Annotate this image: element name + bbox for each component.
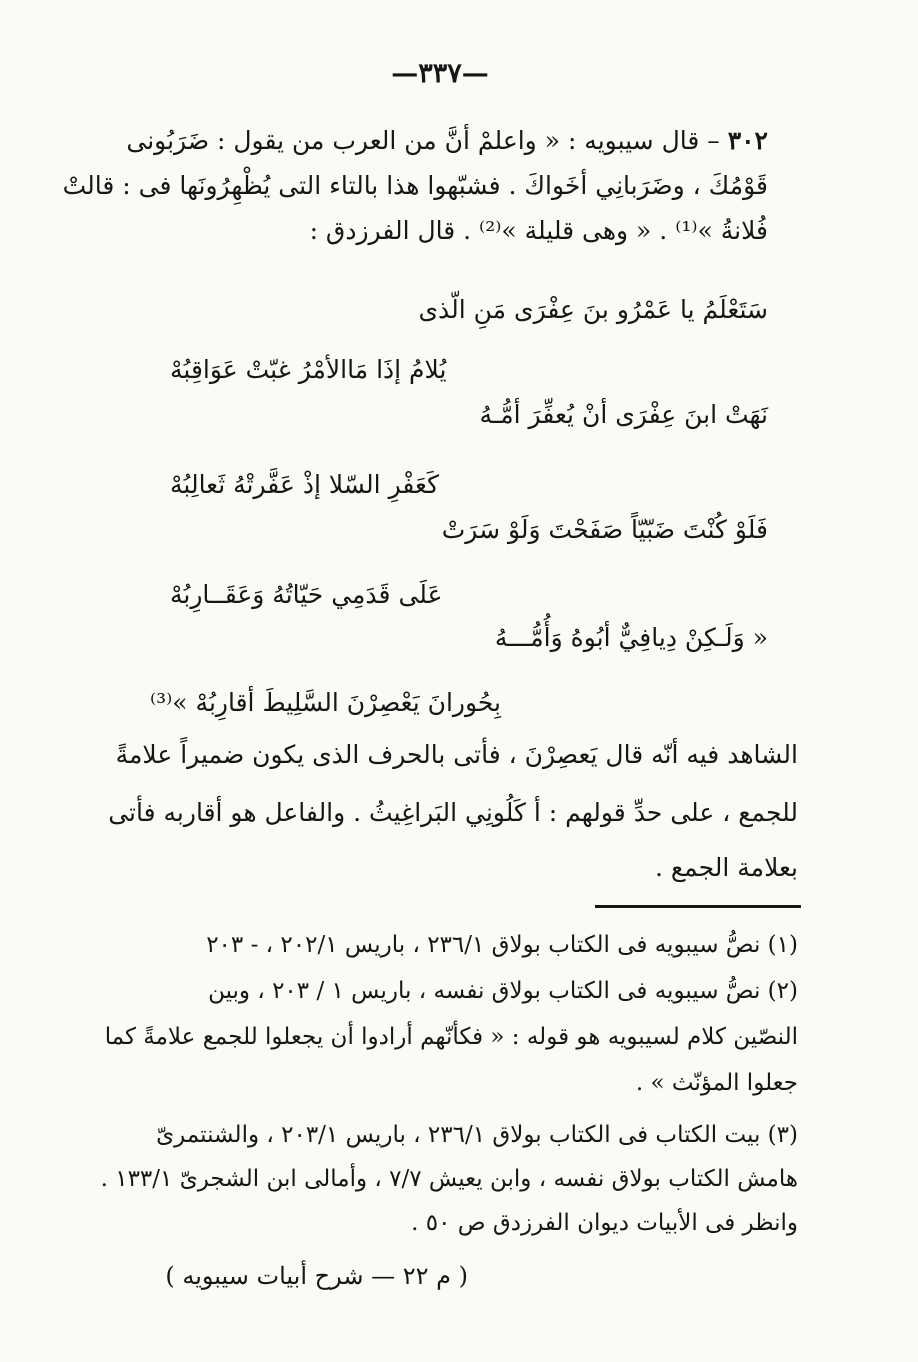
verse-8: بِحُورانَ يَعْصِرْنَ السَّلِيطَ أقارِبُهْ »⁽³⁾	[150, 688, 501, 717]
entry-line-1	[126, 126, 768, 156]
commentary-line-3: بعلامة الجمع .	[654, 853, 798, 882]
entry-line-2: قَوْمُكَ ، وضَرَبانِي أخَواكَ . فشبّهوا هذا بالتاء التى يُظْهِرُونَها فى : قالتْ	[62, 171, 768, 200]
verse-6: عَلَى قَدَمِي حَيّاتُهُ وَعَقَــارِبُهْ	[170, 580, 443, 609]
verse-1: سَتَعْلَمُ يا عَمْرُو بنَ عِفْرَى مَنِ الّذى	[418, 295, 768, 324]
commentary-line-2: للجمع ، على حدِّ قولهم : أ كَلُونِي البَراغِيثُ . والفاعل هو أقاربه فأتى	[108, 798, 798, 827]
verse-7: « وَلَـكِنْ دِيافِيٌّ أبُوهُ وَأُمُّـــهُ	[494, 623, 768, 652]
entry-number: ٣٠٢	[727, 126, 768, 155]
footnote-3-cont: هامش الكتاب بولاق نفسه ، وابن يعيش ٧/٧ ، وأمالى ابن الشجرىّ ١٣٣/١ .	[100, 1166, 798, 1192]
footnote-1: (١) نصُّ سيبويه فى الكتاب بولاق ٢٣٦/١ ، باريس ٢٠٢/١ ، - ٢٠٣	[206, 932, 798, 958]
footnote-divider	[595, 905, 801, 908]
entry-line-3: فُلانةُ »⁽¹⁾ . « وهى قليلة »⁽²⁾ . قال الفرزدق :	[309, 216, 768, 245]
footnote-2-cont: النصّين كلام لسيبويه هو قوله : « فكأنّهم أرادوا أن يجعلوا للجمع علامةً كما	[104, 1024, 798, 1050]
verse-2: يُلامُ إذَا مَاالأمْرُ غبّتْ عَوَاقِبُهْ	[170, 355, 447, 384]
footnote-3: (٣) بيت الكتاب فى الكتاب بولاق ٢٣٦/١ ، باريس ٢٠٣/١ ، والشنتمرىّ	[156, 1122, 798, 1148]
commentary-line-1: الشاهد فيه أنّه قال يَعصِرْنَ ، فأتى بالحرف الذى يكون ضميراً علامةً	[115, 740, 798, 769]
verse-3: نَهَتْ ابنَ عِفْرَى أنْ يُعفِّرَ أمُّـهُ	[479, 400, 768, 429]
footnote-3-end: وانظر فى الأبيات ديوان الفرزدق ص ٥٠ .	[411, 1210, 798, 1236]
entry-line-1-text: – قال سيبويه : « واعلمْ أنَّ من العرب من يقول : ضَرَبُونى	[126, 126, 728, 155]
page-number: —٣٣٧—	[391, 58, 489, 89]
footnote-2-end: جعلوا المؤنّث » .	[635, 1070, 798, 1096]
gathering-signature: ( م ٢٢ — شرح أبيات سيبويه )	[165, 1262, 468, 1290]
footnote-2: (٢) نصُّ سيبويه فى الكتاب بولاق نفسه ، باريس ١ / ٢٠٣ ، وبين	[208, 978, 798, 1004]
verse-5: فَلَوْ كُنْتَ ضَبّيّاً صَفَحْتَ وَلَوْ سَرَتْ	[441, 515, 768, 544]
verse-4: كَعَفْرِ السّلا إذْ عَفَّرتْهُ ثَعالِبُهْ	[170, 470, 439, 499]
